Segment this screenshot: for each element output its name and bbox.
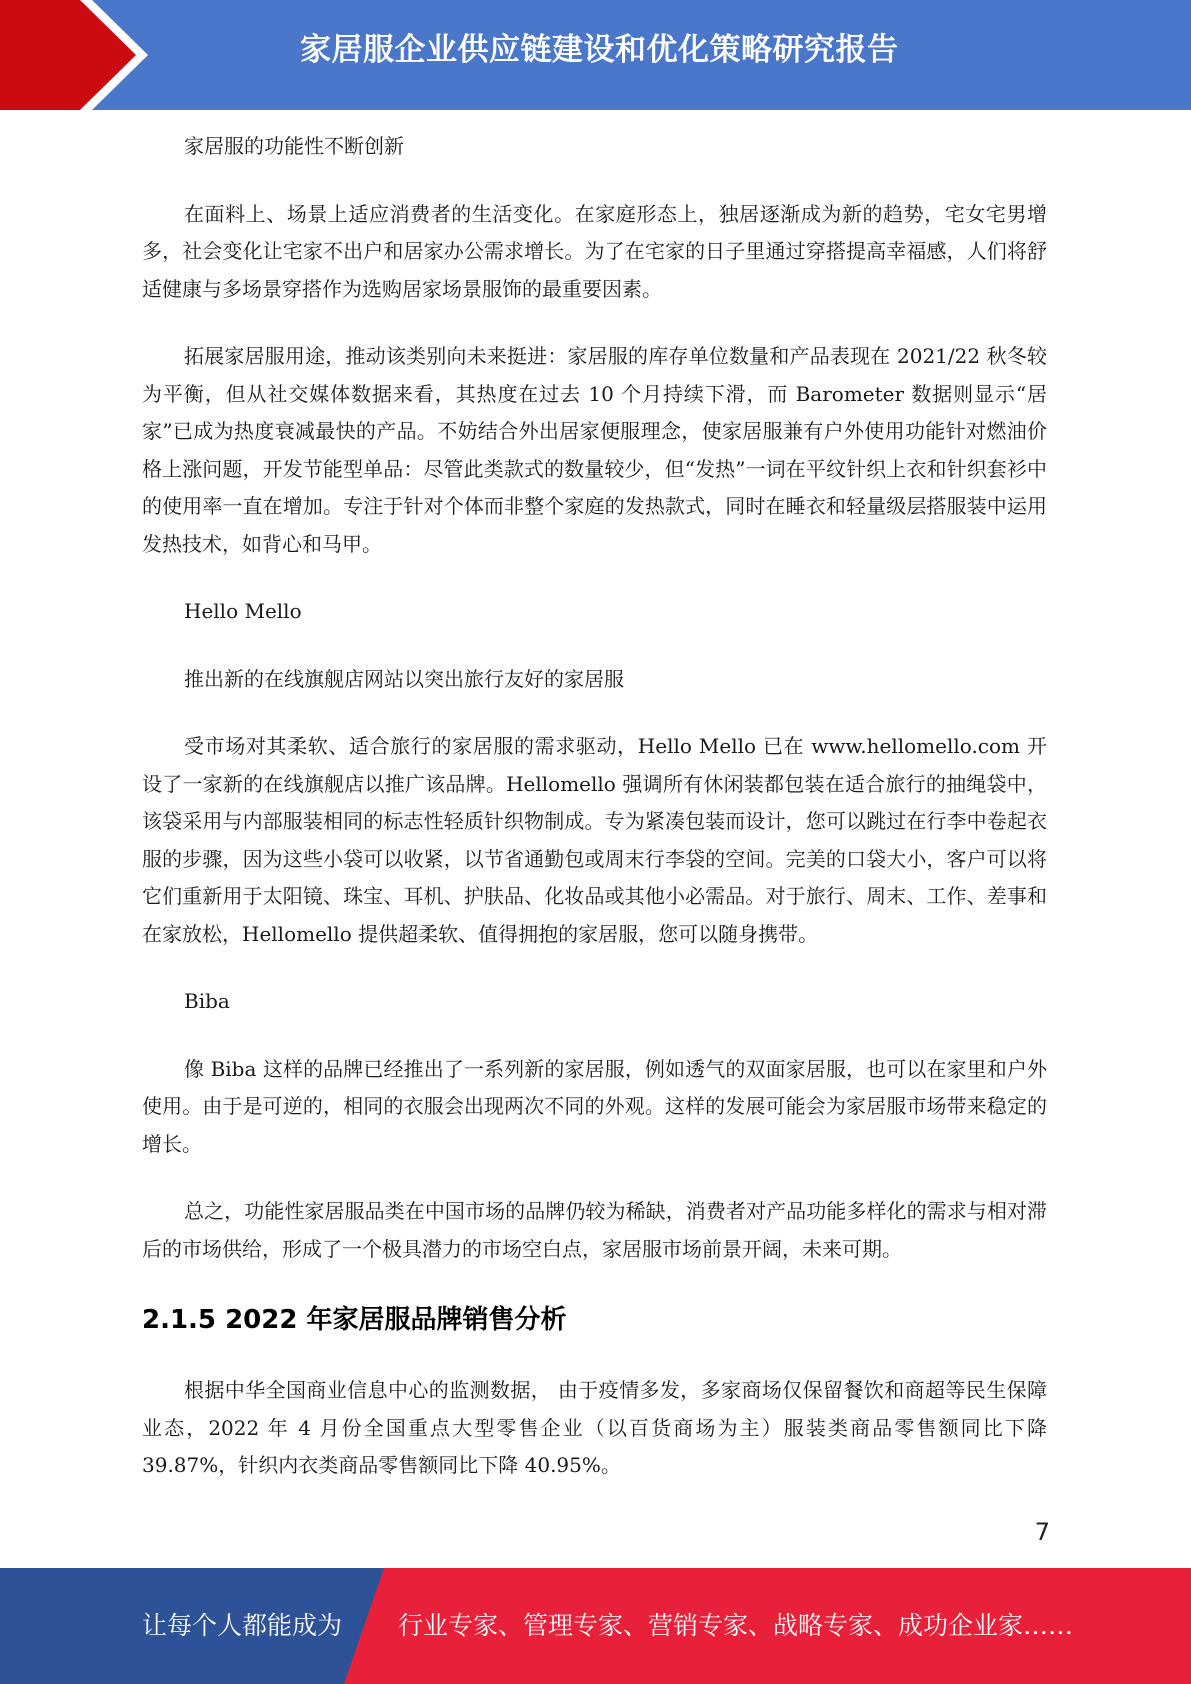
paragraph-expand-usage: 拓展家居服用途，推动该类别向未来挺进：家居服的库存单位数量和产品表现在 2021/22 秋冬较为平衡，但从社交媒体数据来看，其热度在过去 10 个月持续下滑，而 Barometer 数据则显示“居家”已成为热度衰减最快的产品。不妨结合外出居家便服理念，使家居服兼有户外使用功能针对燃油价格上涨问题，开发节能型单品：尽管此类款式的数量较少，但“发热”一词在平纹针织上衣和针织套衫中的使用率一直在增加。专注于针对个体而非整个家庭的发热款式，同时在睡衣和轻量级层搭服装中运用发热技术，如背心和马甲。 [142, 344, 1047, 556]
footer-slogan-right: 行业专家、管理专家、营销专家、战略专家、成功企业家…… [398, 1611, 1074, 1640]
paragraph-consumer-change: 在面料上、场景上适应消费者的生活变化。在家庭形态上，独居逐渐成为新的趋势，宅女宅男增多，社会变化让宅家不出户和居家办公需求增长。为了在宅家的日子里通过穿搭提高幸福感，人们将舒适健康与多场景穿搭作为选购居家场景服饰的最重要因素。 [142, 201, 1047, 301]
paragraph-biba-detail: 像 Biba 这样的品牌已经推出了一系列新的家居服，例如透气的双面家居服，也可以在家里和户外使用。由于是可逆的，相同的衣服会出现两次不同的外观。这样的发展可能会为家居服市场带来稳定的增长。 [142, 1056, 1047, 1156]
paragraph-brand-biba: Biba [184, 989, 230, 1013]
paragraph-conclusion: 总之，功能性家居服品类在中国市场的品牌仍较为稀缺，消费者对产品功能多样化的需求与相对滞后的市场供给，形成了一个极具潜力的市场空白点，家居服市场前景开阔，未来可期。 [142, 1199, 1047, 1261]
page-header [0, 0, 1191, 110]
main-content [142, 128, 1047, 1515]
paragraph-brand-hello-mello: Hello Mello [184, 599, 302, 623]
paragraph-flagship-store: 推出新的在线旗舰店网站以突出旅行友好的家居服 [184, 666, 624, 691]
report-title: 家居服企业供应链建设和优化策略研究报告 [300, 32, 899, 68]
footer-slogan-left: 让每个人都能成为 [142, 1611, 343, 1640]
paragraph-sales-data: 根据中华全国商业信息中心的监测数据， 由于疫情多发，多家商场仅保留餐饮和商超等民生保障业态，2022 年 4 月份全国重点大型零售企业（以百货商场为主）服装类商品零售额同比下降 39.87%，针织内衣类商品零售额同比下降 40.95%。 [142, 1378, 1047, 1477]
arrow-chevron-icon [0, 0, 160, 110]
paragraph-subtitle-innovation: 家居服的功能性不断创新 [184, 134, 404, 158]
page-footer [0, 1568, 1191, 1684]
paragraph-hello-mello-detail: 受市场对其柔软、适合旅行的家居服的需求驱动，Hello Mello 已在 www.hellomello.com 开设了一家新的在线旗舰店以推广该品牌。Hellomello 强调所有休闲装都包装在适合旅行的抽绳袋中，该袋采用与内部服装相同的标志性轻质针织物制成。专为紧凑包装而设计，您可以跳过在行李中卷起衣服的步骤，因为这些小袋可以收紧，以节省通勤包或周末行李袋的空间。完美的口袋大小，客户可以将它们重新用于太阳镜、珠宝、耳机、护肤品、化妆品或其他小必需品。对于旅行、周末、工作、差事和在家放松，Hellomello 提供超柔软、值得拥抱的家居服，您可以随身携带。 [142, 734, 1047, 946]
section-heading: 2.1.5 2022 年家居服品牌销售分析 [142, 1305, 567, 1335]
page-number: 7 [1034, 1518, 1050, 1546]
